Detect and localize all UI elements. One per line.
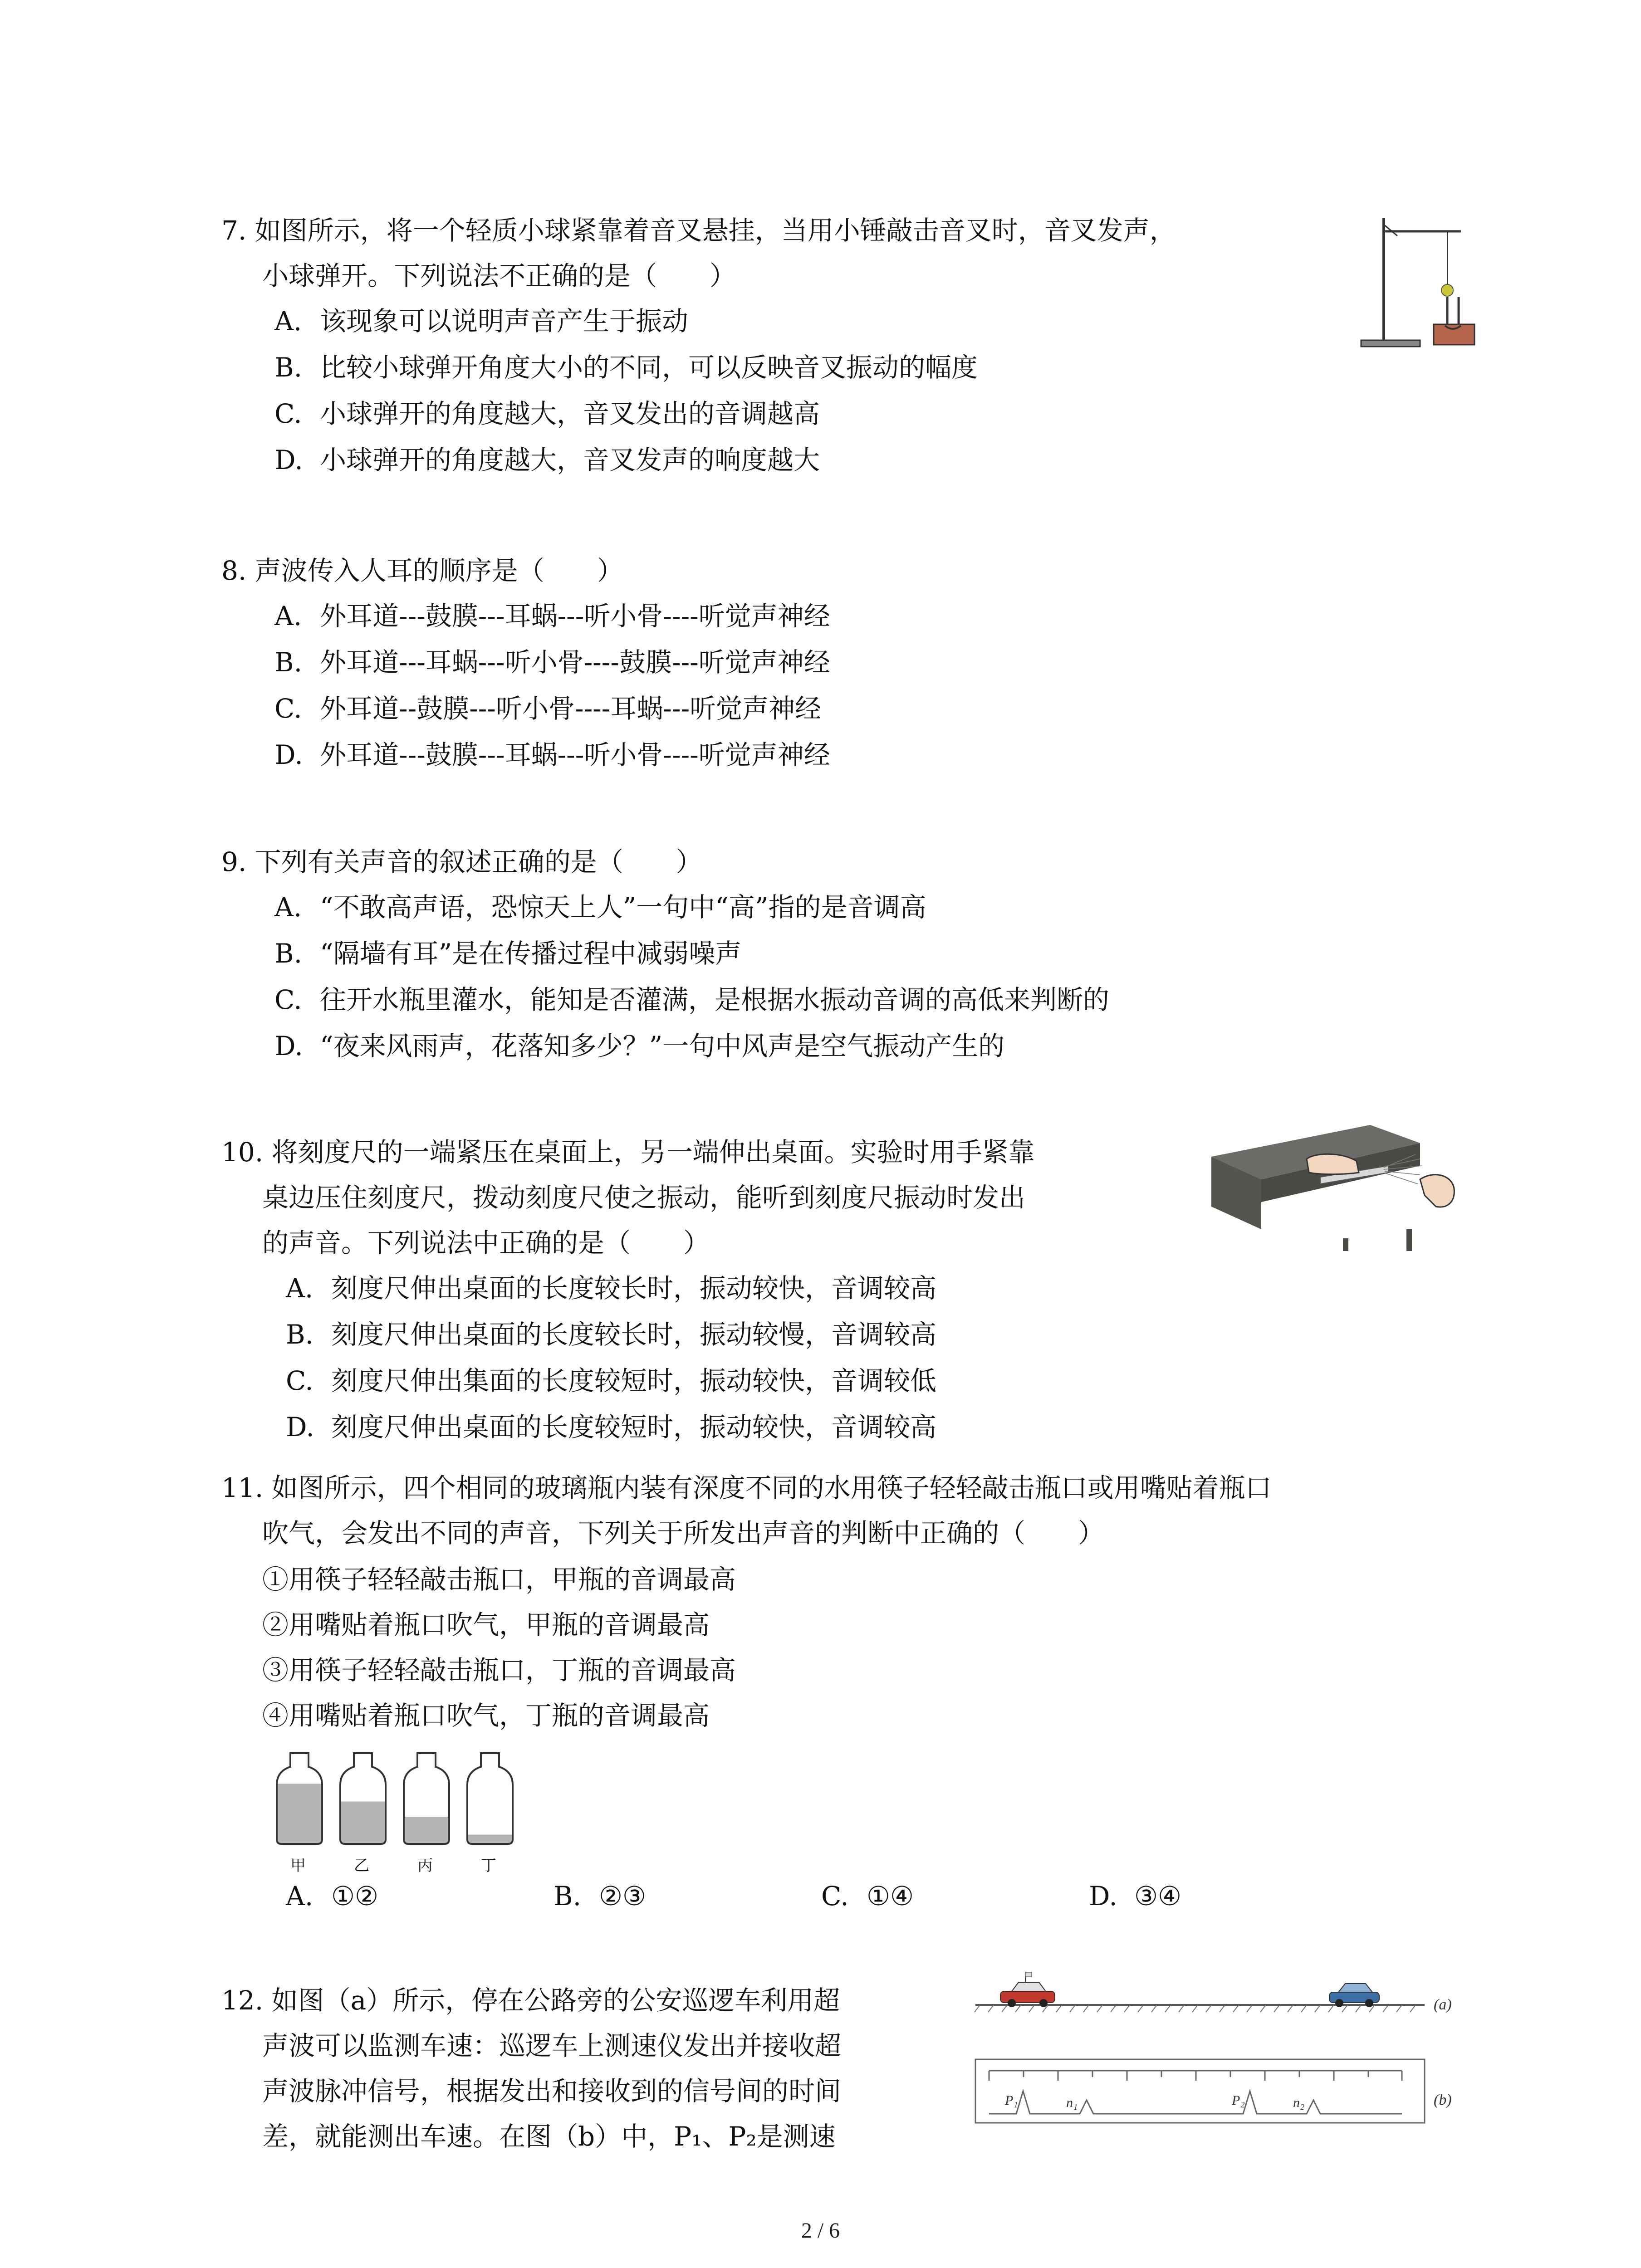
bottle-1 (277, 1753, 322, 1844)
q11-statement-4: ④用嘴贴着瓶口吹气，丁瓶的音调最高 (262, 1700, 710, 1731)
q10-stem-line-2: 桌边压住刻度尺，拨动刻度尺使之振动，能听到刻度尺振动时发出 (262, 1182, 1026, 1213)
q12-stem-line-1: 12. 如图（a）所示，停在公路旁的公安巡逻车利用超 (221, 1985, 840, 2016)
q11-statement-1: ①用筷子轻轻敲击瓶口，甲瓶的音调最高 (262, 1564, 736, 1595)
q8-stem: 8. 声波传入人耳的顺序是（ ） (221, 555, 623, 586)
q7-stem-line-2: 小球弹开。下列说法不正确的是（ ） (262, 260, 736, 291)
pulse-label-p1: P₁ (1005, 2093, 1018, 2108)
q10-stem-line-3: 的声音。下列说法中正确的是（ ） (262, 1227, 710, 1258)
ruler-on-desk-figure (1207, 1116, 1461, 1252)
time-scale-ticks (989, 2071, 1402, 2081)
q9-option-a: A. “不敢高声语，恐惊天上人”一句中“高”指的是音调高 (274, 892, 926, 923)
tuning-fork-apparatus-figure (1357, 209, 1497, 354)
q11-stem-line-1: 11. 如图所示，四个相同的玻璃瓶内装有深度不同的水用筷子轻轻敲击瓶口或用嘴贴着瓶口 (221, 1472, 1272, 1503)
q10-option-c: C. 刻度尺伸出集面的长度较短时，振动较快，音调较低 (286, 1365, 937, 1396)
q11-option-d: D. ③④ (1089, 1881, 1181, 1911)
q7-option-d: D. 小球弹开的角度越大，音叉发声的响度越大 (274, 445, 820, 475)
q11-statement-3: ③用筷子轻轻敲击瓶口，丁瓶的音调最高 (262, 1655, 736, 1686)
bottle-water-1 (277, 1784, 322, 1844)
q9-option-b: B. “隔墙有耳”是在传播过程中减弱噪声 (274, 938, 742, 969)
bottle-label-bing: 丙 (417, 1857, 433, 1875)
q8-option-d: D. 外耳道---鼓膜---耳蜗---听小骨----听觉声神经 (274, 739, 830, 770)
bottle-outline-4 (467, 1753, 513, 1844)
pulse-label-p2: P₂ (1232, 2093, 1245, 2108)
pulse-label-n2: n₂ (1293, 2095, 1305, 2110)
bottle-2 (340, 1753, 386, 1844)
bottle-water-4 (467, 1835, 513, 1844)
q11-option-a: A. ①② (286, 1881, 378, 1911)
bottle-label-ding: 丁 (481, 1857, 496, 1875)
q7-option-b: B. 比较小球弹开角度大小的不同，可以反映音叉振动的幅度 (274, 352, 978, 383)
glass-bottles-figure (272, 1751, 531, 1846)
fig-b-label: (b) (1434, 2092, 1452, 2108)
q10-option-a: A. 刻度尺伸出桌面的长度较长时，振动较快，音调较高 (286, 1273, 937, 1304)
q10-stem-line-1: 10. 将刻度尺的一端紧压在桌面上，另一端伸出桌面。实验时用手紧靠 (221, 1137, 1035, 1168)
q8-option-a: A. 外耳道---鼓膜---耳蜗---听小骨----听觉声神经 (274, 601, 830, 631)
speed-radar-figure (971, 1969, 1461, 2177)
bottle-label-jia: 甲 (290, 1857, 306, 1875)
bottle-4 (467, 1753, 513, 1844)
q10-option-b: B. 刻度尺伸出桌面的长度较长时，振动较慢，音调较高 (286, 1319, 937, 1350)
police-car-icon (1000, 1972, 1055, 2007)
q10-option-d: D. 刻度尺伸出桌面的长度较短时，振动较快，音调较高 (286, 1412, 937, 1442)
q8-option-b: B. 外耳道---耳蜗---听小骨----鼓膜---听觉声神经 (274, 647, 830, 678)
q12-stem-line-2: 声波可以监测车速：巡逻车上测速仪发出并接收超 (262, 2030, 842, 2061)
q7-stem-line-1: 7. 如图所示，将一个轻质小球紧靠着音叉悬挂，当用小锤敲击音叉时，音叉发声， (221, 215, 1176, 246)
bottle-water-2 (340, 1802, 386, 1844)
q12-stem-line-3: 声波脉冲信号，根据发出和接收到的信号间的时间 (262, 2076, 842, 2107)
pulse-label-n1: n₁ (1066, 2095, 1078, 2110)
q9-option-d: D. “夜来风雨声，花落知多少？”一句中风声是空气振动产生的 (274, 1031, 1005, 1061)
q9-stem: 9. 下列有关声音的叙述正确的是（ ） (221, 846, 702, 877)
bottle-3 (404, 1753, 449, 1844)
q7-option-a: A. 该现象可以说明声音产生于振动 (274, 306, 689, 337)
bottle-label-yi: 乙 (354, 1857, 369, 1875)
q9-option-c: C. 往开水瓶里灌水，能知是否灌满，是根据水振动音调的高低来判断的 (274, 984, 1110, 1015)
page-number: 2 / 6 (801, 2219, 840, 2243)
moving-car-icon (1329, 1984, 1379, 2007)
q8-option-c: C. 外耳道--鼓膜---听小骨----耳蜗---听觉声神经 (274, 693, 822, 724)
q11-statement-2: ②用嘴贴着瓶口吹气，甲瓶的音调最高 (262, 1609, 710, 1640)
fig-a-label: (a) (1434, 1996, 1452, 2013)
bottle-water-3 (404, 1817, 449, 1844)
pulse-waveform (989, 2091, 1402, 2114)
q7-option-c: C. 小球弹开的角度越大，音叉发出的音调越高 (274, 398, 820, 429)
q12-stem-line-4: 差，就能测出车速。在图（b）中，P₁、P₂是测速 (262, 2121, 836, 2152)
q11-option-c: C. ①④ (821, 1881, 914, 1911)
q11-stem-line-2: 吹气，会发出不同的声音，下列关于所发出声音的判断中正确的（ ） (262, 1518, 1105, 1549)
q11-option-b: B. ②③ (554, 1881, 646, 1911)
